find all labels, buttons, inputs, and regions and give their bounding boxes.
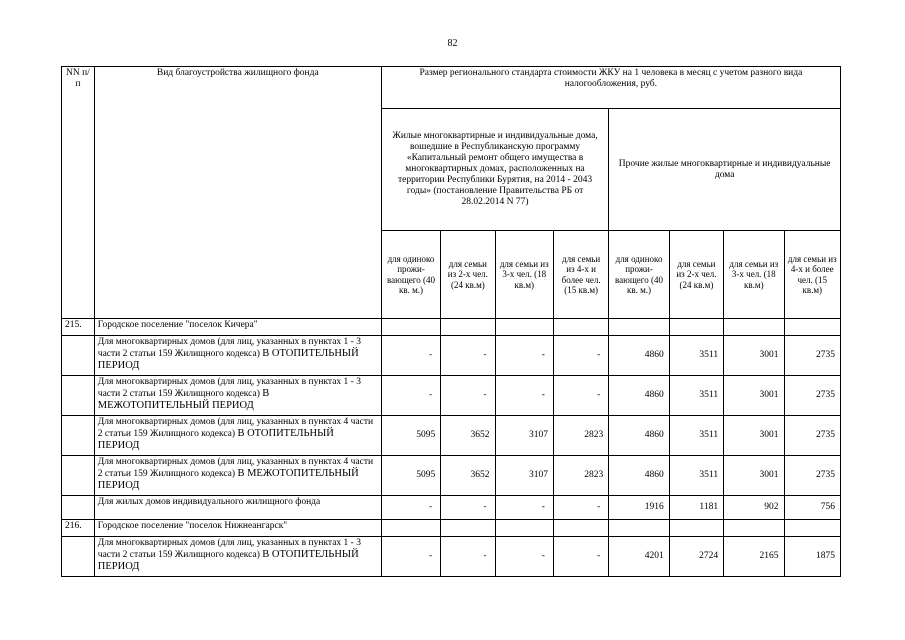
- row-period: В ОТОПИТЕЛЬНЫЙ ПЕРИОД: [97, 428, 334, 451]
- value-cell: 4201: [609, 537, 669, 577]
- row-description: [94, 376, 381, 416]
- header-razmer: Размер регионального стандарта стоимости ЖКУ на 1 человека в месяц с учетом разного вида налогообложения, руб.: [381, 67, 840, 109]
- value-cell: 1181: [669, 496, 723, 520]
- value-cell: 3511: [669, 416, 723, 456]
- row-number: [62, 456, 95, 496]
- row-text: Для многоквартирных домов (для лиц, указанных в пунктах 1 - 3 части 2 статьи 159 Жилищного кодекса): [97, 377, 361, 399]
- value-cell: -: [553, 336, 608, 376]
- value-cell: -: [441, 336, 495, 376]
- row-description: [94, 456, 381, 496]
- row-text: Для многоквартирных домов (для лиц, указанных в пунктах 4 части 2 статьи 159 Жилищного кодекса): [97, 457, 374, 479]
- row-number: [62, 336, 95, 376]
- empty-cell: [495, 520, 553, 537]
- empty-cell: [784, 520, 840, 537]
- subheader-cell: для семьи из 4-х и более чел. (15 кв.м): [784, 231, 840, 319]
- value-cell: 3001: [724, 336, 784, 376]
- empty-cell: [669, 520, 723, 537]
- value-cell: 4860: [609, 336, 669, 376]
- value-cell: 1875: [784, 537, 840, 577]
- row-number: [62, 537, 95, 577]
- row-text: Для многоквартирных домов (для лиц, указанных в пунктах 1 - 3 части 2 статьи 159 Жилищного кодекса): [97, 538, 361, 560]
- section-title: Городское поселение "поселок Кичера": [94, 319, 381, 336]
- value-cell: -: [495, 376, 553, 416]
- subheader-cell: для семьи из 2-х чел. (24 кв.м): [441, 231, 495, 319]
- row-description: [94, 336, 381, 376]
- value-cell: 3001: [724, 376, 784, 416]
- subheader-cell: для семьи из 2-х чел. (24 кв.м): [669, 231, 723, 319]
- empty-cell: [553, 520, 608, 537]
- value-cell: -: [381, 537, 440, 577]
- empty-cell: [441, 319, 495, 336]
- header-group-other: Прочие жилые многоквартирные и индивидуальные дома: [609, 109, 841, 231]
- table-row: [62, 336, 841, 376]
- value-cell: 2735: [784, 456, 840, 496]
- value-cell: 3107: [495, 416, 553, 456]
- tariff-table: [61, 66, 841, 577]
- value-cell: 4860: [609, 416, 669, 456]
- value-cell: -: [381, 496, 440, 520]
- value-cell: 2823: [553, 456, 608, 496]
- row-period: В МЕЖОТОПИТЕЛЬНЫЙ ПЕРИОД: [97, 468, 359, 491]
- section-row: [62, 319, 841, 336]
- subheader-cell: для одиноко прожи-вающего (40 кв. м.): [609, 231, 669, 319]
- value-cell: -: [441, 376, 495, 416]
- row-number: [62, 496, 95, 520]
- subheader-cell: для одиноко прожи-вающего (40 кв. м.): [381, 231, 440, 319]
- empty-cell: [724, 319, 784, 336]
- empty-cell: [441, 520, 495, 537]
- row-number: [62, 416, 95, 456]
- value-cell: 2735: [784, 336, 840, 376]
- empty-cell: [724, 520, 784, 537]
- section-row: [62, 520, 841, 537]
- value-cell: 5095: [381, 416, 440, 456]
- value-cell: -: [381, 376, 440, 416]
- value-cell: 3652: [441, 416, 495, 456]
- empty-cell: [609, 520, 669, 537]
- subheader-cell: для семьи из 3-х чел. (18 кв.м): [724, 231, 784, 319]
- empty-cell: [669, 319, 723, 336]
- row-period: В ОТОПИТЕЛЬНЫЙ ПЕРИОД: [97, 549, 359, 572]
- value-cell: 3511: [669, 456, 723, 496]
- empty-cell: [553, 319, 608, 336]
- value-cell: 2724: [669, 537, 723, 577]
- value-cell: 3511: [669, 376, 723, 416]
- value-cell: 756: [784, 496, 840, 520]
- value-cell: -: [381, 336, 440, 376]
- section-title: Городское поселение "поселок Нижнеангарск": [94, 520, 381, 537]
- row-text: Для многоквартирных домов (для лиц, указанных в пунктах 4 части 2 статьи 159 Жилищного кодекса): [97, 417, 374, 439]
- value-cell: 4860: [609, 376, 669, 416]
- value-cell: 2735: [784, 416, 840, 456]
- value-cell: 2735: [784, 376, 840, 416]
- empty-cell: [381, 520, 440, 537]
- table-row: [62, 376, 841, 416]
- row-number: 216.: [62, 520, 95, 537]
- value-cell: -: [553, 376, 608, 416]
- row-text: Для многоквартирных домов (для лиц, указанных в пунктах 1 - 3 части 2 статьи 159 Жилищного кодекса): [97, 337, 361, 359]
- value-cell: -: [495, 537, 553, 577]
- row-description: [94, 416, 381, 456]
- empty-cell: [784, 319, 840, 336]
- row-number: [62, 376, 95, 416]
- value-cell: 2165: [724, 537, 784, 577]
- empty-cell: [609, 319, 669, 336]
- subheader-cell: для семьи из 3-х чел. (18 кв.м): [495, 231, 553, 319]
- value-cell: -: [553, 537, 608, 577]
- value-cell: -: [495, 496, 553, 520]
- row-description: [94, 537, 381, 577]
- value-cell: 3001: [724, 416, 784, 456]
- row-period: В МЕЖОТОПИТЕЛЬНЫЙ ПЕРИОД: [97, 388, 270, 411]
- value-cell: 1916: [609, 496, 669, 520]
- value-cell: -: [441, 537, 495, 577]
- row-text: Для жилых домов индивидуального жилищного фонда: [97, 497, 321, 507]
- value-cell: 4860: [609, 456, 669, 496]
- value-cell: 5095: [381, 456, 440, 496]
- row-description: [94, 496, 381, 520]
- page-number: 82: [447, 38, 458, 49]
- value-cell: -: [553, 496, 608, 520]
- empty-cell: [381, 319, 440, 336]
- table-row: [62, 416, 841, 456]
- header-group-program: Жилые многоквартирные и индивидуальные дома, вошедшие в Республиканскую программу «Капитальный ремонт общего имущества в многоквартирных домах, расположенных на территории Республики Бурятия, на 2014 - 2043 годы» (постановление Правительства РБ от 28.02.2014 N 77): [381, 109, 609, 231]
- value-cell: 3511: [669, 336, 723, 376]
- value-cell: 3001: [724, 456, 784, 496]
- header-vid: Вид благоустройства жилищного фонда: [94, 67, 381, 319]
- table-row: [62, 537, 841, 577]
- value-cell: 3107: [495, 456, 553, 496]
- empty-cell: [495, 319, 553, 336]
- table-row: [62, 456, 841, 496]
- value-cell: -: [495, 336, 553, 376]
- table-row: [62, 496, 841, 520]
- value-cell: 2823: [553, 416, 608, 456]
- row-period: В ОТОПИТЕЛЬНЫЙ ПЕРИОД: [97, 348, 359, 371]
- header-nn: NN п/п: [62, 67, 95, 319]
- row-number: 215.: [62, 319, 95, 336]
- value-cell: 3652: [441, 456, 495, 496]
- value-cell: 902: [724, 496, 784, 520]
- value-cell: -: [441, 496, 495, 520]
- subheader-cell: для семьи из 4-х и более чел. (15 кв.м): [553, 231, 608, 319]
